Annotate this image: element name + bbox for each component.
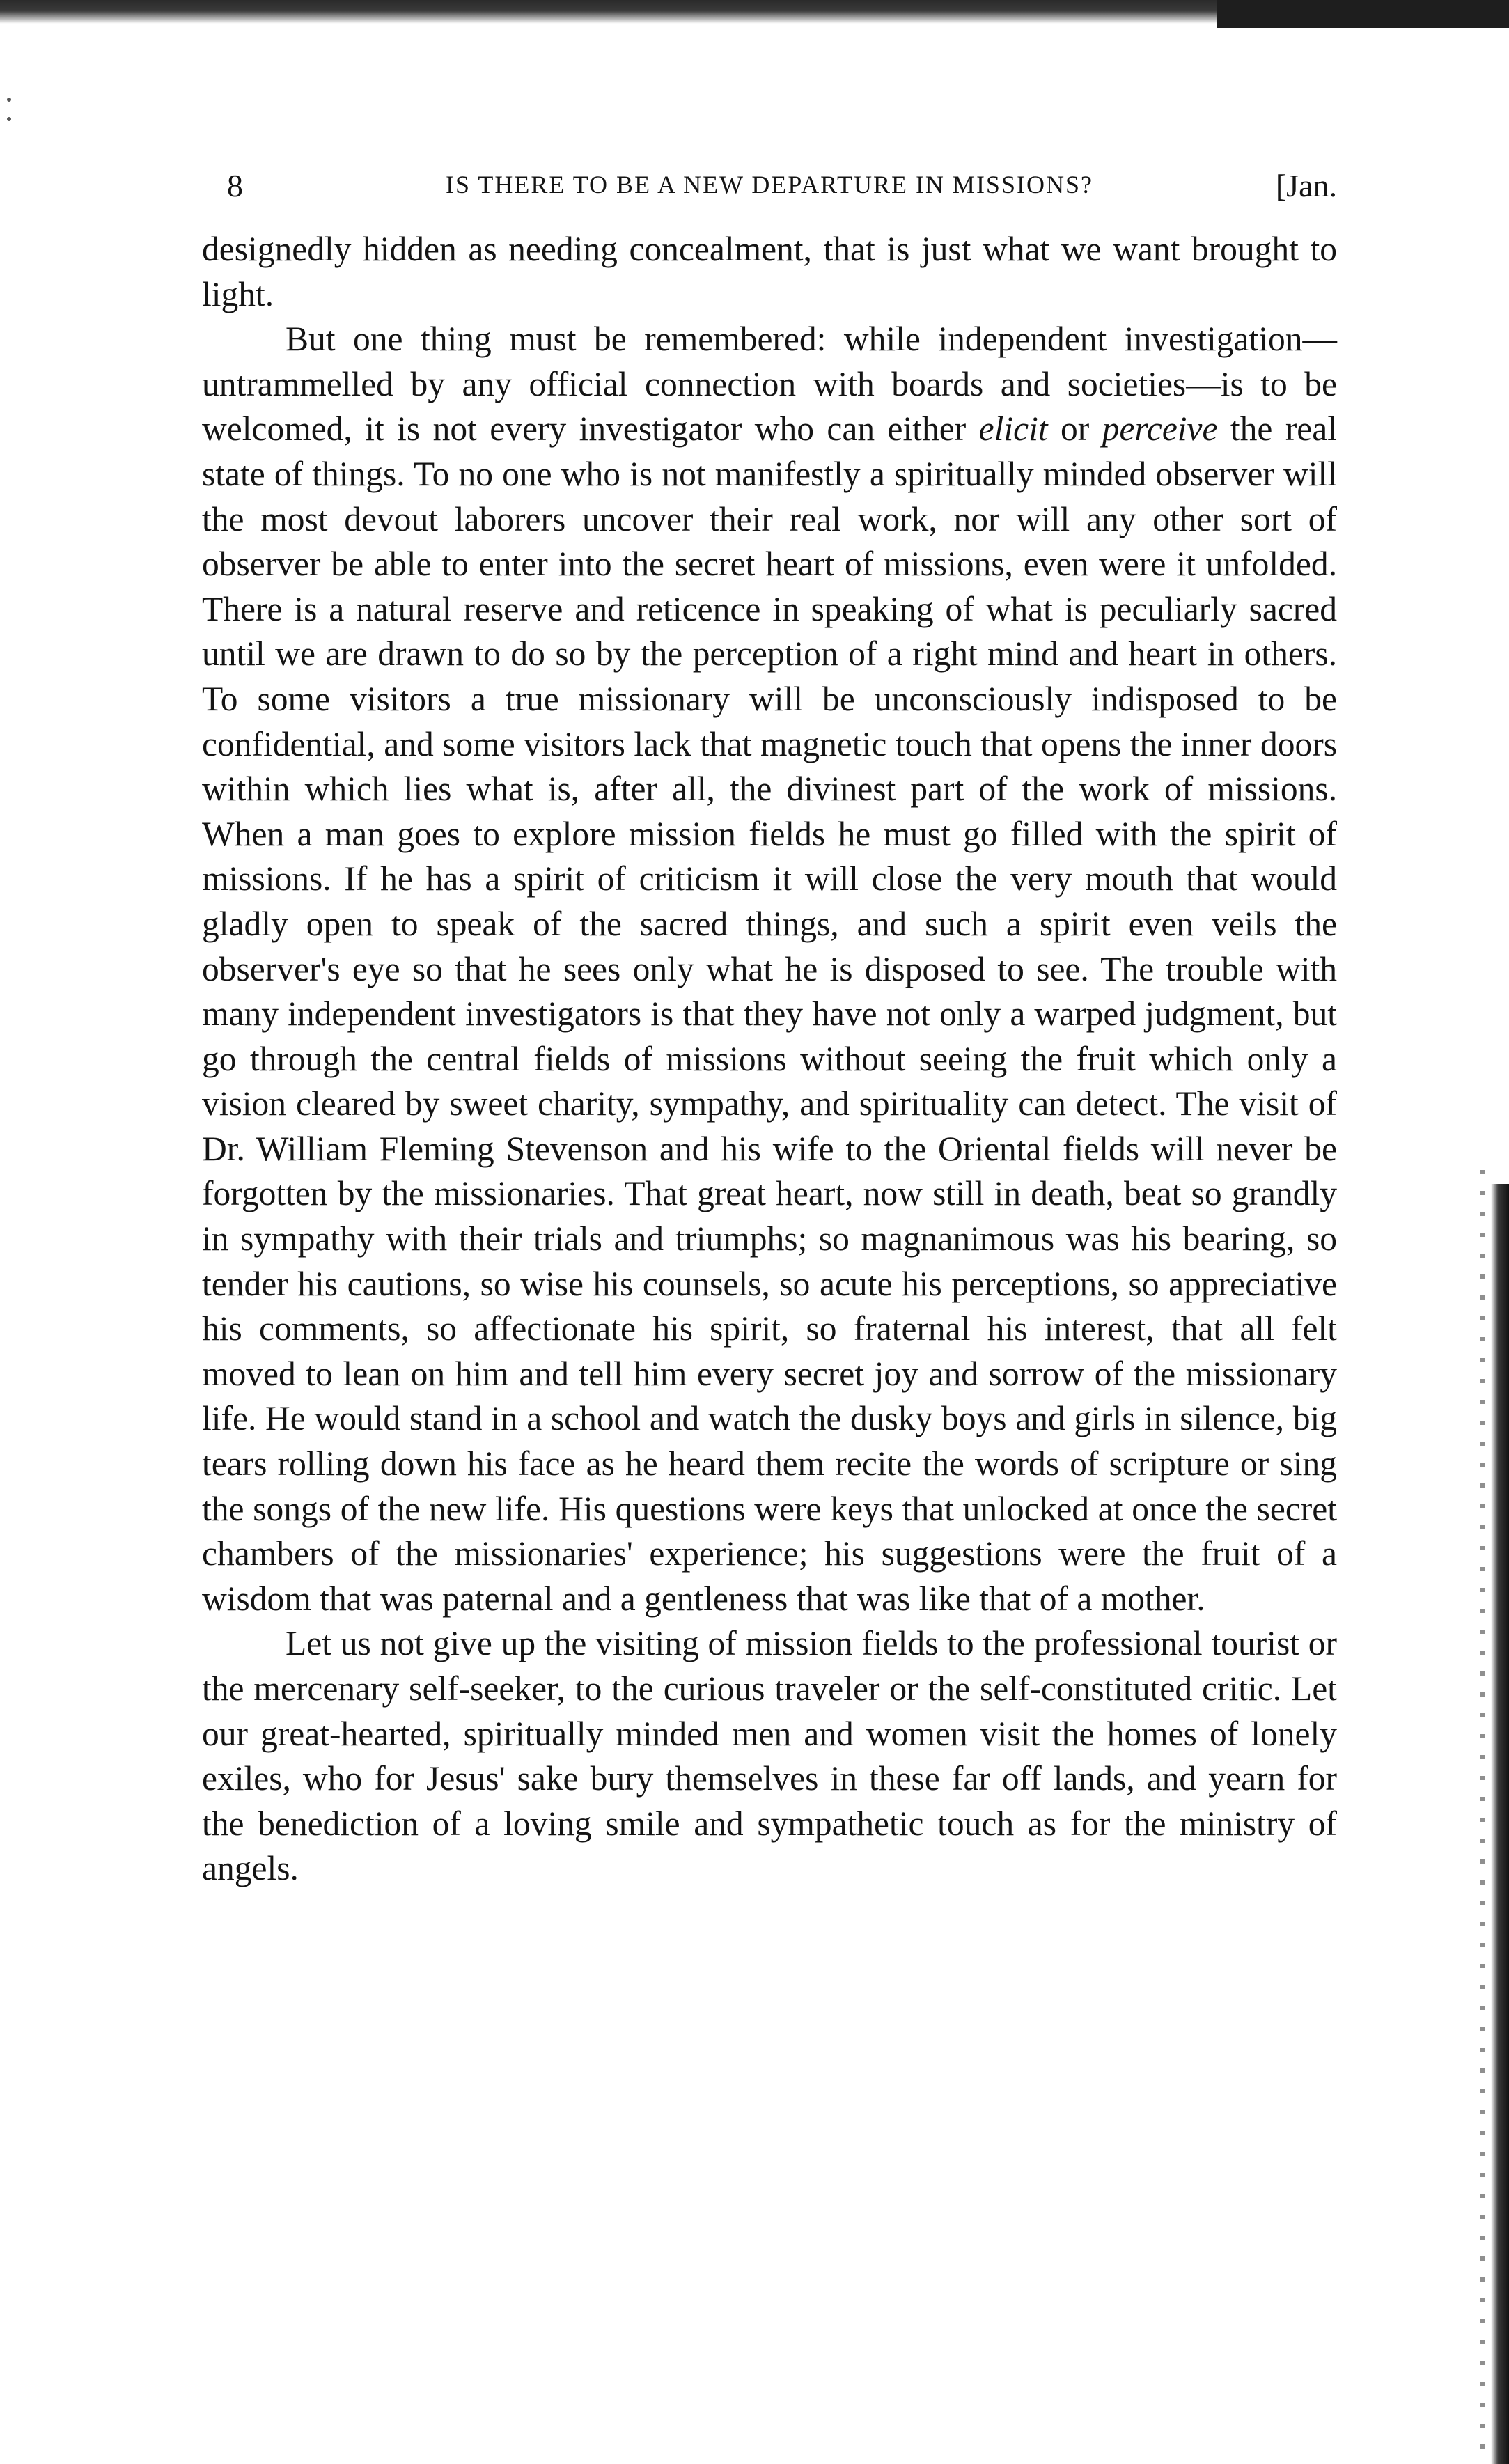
scan-border-top-right <box>1217 0 1509 28</box>
margin-speck <box>7 98 11 102</box>
running-title: IS THERE TO BE A NEW DEPARTURE IN MISSIONS? <box>446 171 1093 198</box>
text-segment: But one thing must be remembered: while independent investigation—untrammelled by any official connection with boards and societies—is to be welcomed, it is not every investigator who can either <box>202 320 1337 449</box>
paragraph-investigation <box>202 317 1337 1621</box>
page-number: 8 <box>227 168 243 203</box>
paragraph-continued <box>202 227 1337 317</box>
scan-speckle-strip <box>1480 1170 1485 2458</box>
paragraph-conclusion <box>202 1621 1337 1892</box>
date-mark: [Jan. <box>1275 168 1337 203</box>
scan-border-right <box>1491 1184 1509 2464</box>
text-segment: designedly hidden as needing concealment, that is just what we want brought to light. <box>202 230 1337 313</box>
italic-word-perceive: perceive <box>1102 410 1218 449</box>
italic-word-elicit: elicit <box>978 410 1048 449</box>
running-head <box>202 160 1337 209</box>
book-page <box>202 160 1337 1892</box>
text-segment: Let us not give up the visiting of mission fields to the professional tourist or the mercenary self-seeker, to the curious traveler or the self-constituted critic. Let our great-hearted, spiritually minded men and women visit the homes of lonely exiles, who for Jesus' sake bury themselves in these far off lands, and yearn for the benediction of a loving smile and sympathetic touch as for the ministry of angels. <box>202 1624 1337 1888</box>
text-segment: the real state of things. To no one who is not manifestly a spiritually minded observer will the most devout laborers uncover their real work, nor will any other sort of observer be able to enter into the secret heart of missions, even were it unfolded. There is a natural reserve and reticence in speaking of what is peculiarly sacred until we are drawn to do so by the perception of a right mind and heart in others. To some visitors a true missionary will be unconsciously indisposed to be confidential, and some visitors lack that magnetic touch that opens the inner doors within which lies what is, after all, the divinest part of the work of missions. When a man goes to explore mission fields he must go filled with the spirit of missions. If he has a spirit of criticism it will close the very mouth that would gladly open to speak of the sacred things, and such a spirit even veils the observer's eye so that he sees only what he is disposed to see. The trouble with many independent investigators is that they have not only a warped judgment, but go through the central fields of missions without seeing the fruit which only a vision cleared by sweet charity, sympathy, and spirituality can detect. The visit of Dr. William Fleming Stevenson and his wife to the Oriental fields will never be forgotten by the missionaries. That great heart, now still in death, beat so grandly in sympathy with their trials and triumphs; so magnanimous was his bearing, so tender his cautions, so wise his counsels, so acute his perceptions, so appreciative his comments, so affectionate his spirit, so fraternal his interest, that all felt moved to lean on him and tell him every secret joy and sorrow of the missionary life. He would stand in a school and watch the dusky boys and girls in silence, big tears rolling down his face as he heard them recite the words of scripture or sing the songs of the new life. His questions were keys that unlocked at once the secret chambers of the missionaries' experience; his suggestions were the fruit of a wisdom that was paternal and a gentleness that was like that of a mother. <box>202 410 1338 1618</box>
body-text <box>202 227 1337 1892</box>
margin-speck <box>7 117 11 121</box>
text-segment: or <box>1047 410 1102 449</box>
